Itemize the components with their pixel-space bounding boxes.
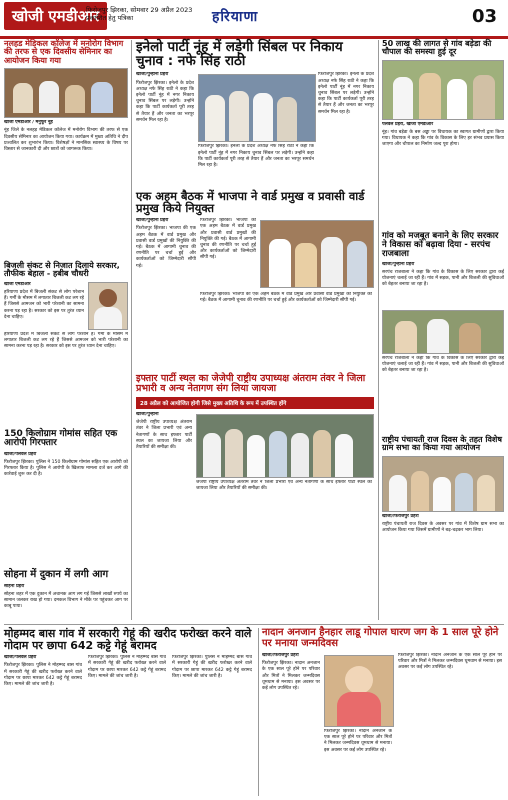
story-nadan <box>262 628 504 789</box>
date-line <box>86 6 192 22</box>
byline: खोजी/पुन्हाना प्रहरी <box>136 218 169 224</box>
page-header <box>0 0 508 39</box>
column-rule <box>131 40 132 620</box>
story-nalhar <box>4 40 128 250</box>
headline: नादान अनजान हैनहार लाडू गोपाल घारण जग के 1 साल पूरे होने पर मनाया जन्मदिवस <box>262 627 499 649</box>
sarpanch-photo <box>382 310 504 354</box>
headline: इफ्तार पार्टी स्थल का जेजेपी राष्ट्रीय उपाध्यक्ष अंतराम तंवर ने जिला प्रभारी व अन्य नेतागण संग लिया जायजा <box>136 373 366 394</box>
story-gomans <box>4 430 128 560</box>
lead-headline: इनेलो पार्टी नूंह में लड़ेगी सिंबल पर निकाय चुनाव : नफे सिंह राठी <box>136 39 343 70</box>
column-rule <box>258 628 259 796</box>
body-continued: फिरोजपुर झिरका। इनेलो के प्रदेश अध्यक्ष नफे सिंह राठी ने कहा कि इनेलो पार्टी नूंह में नगर निकाय चुनाव सिंबल पर लड़ेगी। उन्होंने कहा कि पार्टी कार्यकर्ता पूरी तरह से तैयार हैं और जनता का भरपूर समर्थन मिल रहा है। <box>198 144 314 168</box>
body-continued: फिरोजपुर झिरका। पुलिस ने मोहम्मद बास गांव में सरकारी गेहूं की खरीद फरोख्त करने वाले गोदाम पर छापा मारकर 642 कट्टे गेहूं बरामद किए। मामले की जांच जारी है। <box>88 655 166 679</box>
body-continued: फिरोजपुर झिरका। भाजपा की एक अहम बैठक में वार्ड प्रमुख और प्रवासी वार्ड प्रमुखों की नियुक्ति की गई। बैठक में आगामी चुनाव की रणनीति पर चर्चा हुई और कार्यकर्ताओं को जिम्मेदारी सौंपी गई। <box>200 292 372 304</box>
headline: 50 लाख की लागत से गांव बड़ेडा की चौपाल की समस्या हुई दूर <box>382 39 492 57</box>
body: हरियाणा प्रदेश में बिजली संकट से लोग परेशान हैं। गर्मी के मौसम में लगातार बिजली कट लग रहे हैं जिससे आमजन को भारी परेशानी का सामना करना पड़ रहा है। सरकार को इस पर तुरंत ध्यान देना चाहिए। <box>4 289 84 320</box>
date-line-2: प्रकाशित हेतु पत्रिका <box>86 14 134 22</box>
body: सोहना शहर में एक दुकान में अचानक आग लग गई जिससे लाखों रुपये का सामान जलकर राख हो गया। दमकल विभाग ने मौके पर पहुंचकर आग पर काबू पाया। <box>4 591 128 610</box>
story-bijli <box>4 262 128 390</box>
story-birth <box>382 40 504 240</box>
body-continued: फिरोजपुर झिरका। भाजपा की एक अहम बैठक में वार्ड प्रमुख और प्रवासी वार्ड प्रमुखों की नियुक्ति की गई। बैठक में आगामी चुनाव की रणनीति पर चर्चा हुई और कार्यकर्ताओं को जिम्मेदारी सौंपी गई। <box>200 218 256 261</box>
column-rule <box>378 40 379 620</box>
story-gehun <box>4 628 254 791</box>
headline: नलहड मेडिकल कॉलेज में मनोरोग विभाग की तरफ से एक दिवसीय सेमिनार का आयोजन किया गया <box>4 39 124 65</box>
byline: खोजी/पुन्हाना प्रहरी <box>136 72 169 78</box>
story-ifter <box>136 374 374 532</box>
byline: खोजी एमडीआर / मनुफूर नूंह <box>4 120 53 126</box>
story-gaon <box>382 232 504 396</box>
body: जेजेपी राष्ट्रीय उपाध्यक्ष अंतराम तंवर ने जिला प्रभारी एवं अन्य नेतागणों के साथ इफ्तार पार्टी स्थल का जायजा लिया और तैयारियों की समीक्षा की। <box>136 420 192 450</box>
byline: पलवल प्रहरी, खोजी एमडीआर <box>382 121 434 127</box>
byline: खोजी/फिरोजपुर प्रहरी <box>262 653 299 658</box>
body-continued: फिरोजपुर झिरका। नादान अनजान के एक साल पूरे होने पर परिवार और मित्रों ने मिलकर जन्मदिवस धूमधाम से मनाया। इस अवसर पर कई लोग उपस्थित रहे। <box>324 729 392 753</box>
byline: सोहना प्रहरी <box>4 583 25 589</box>
byline: खोजी/पलवल प्रहरी <box>4 451 37 457</box>
body-continued: फिरोजपुर झिरका। इनेलो के प्रदेश अध्यक्ष नफे सिंह राठी ने कहा कि इनेलो पार्टी नूंह में नगर निकाय चुनाव सिंबल पर लड़ेगी। उन्होंने कहा कि पार्टी कार्यकर्ता पूरी तरह से तैयार हैं और जनता का भरपूर समर्थन मिल रहा है। <box>318 72 374 115</box>
village-photo <box>382 60 504 120</box>
story-bjp <box>136 190 374 393</box>
person-photo <box>88 282 128 330</box>
byline: खोजी/फिरोजपुर प्रहरी <box>382 513 419 519</box>
subhead-strip: 28 अप्रैल को आयोजित होगी जिसे मुख्य अतिथि के रूप में उपस्थित होंगे <box>136 397 374 409</box>
story-panchayat <box>382 436 504 590</box>
story-sohna <box>4 570 128 632</box>
body: फिरोजपुर झिरका। नादान अनजान के एक साल पूरे होने पर परिवार और मित्रों ने मिलकर जन्मदिवस धूमधाम से मनाया। इस अवसर पर कई लोग उपस्थित रहे। <box>262 661 320 692</box>
bjp-meeting-photo <box>260 220 374 288</box>
headline: बिजली संकट से निजात दिलाये सरकार, तौफीक बेहाल - हबीब चौधरी <box>4 261 120 279</box>
body: राष्ट्रीय पंचायती राज दिवस के अवसर पर गांव में विशेष ग्राम सभा का आयोजन किया गया जिसमें ग्रामीणों ने बढ़-चढ़कर भाग लिया। <box>382 521 504 534</box>
byline: खोजी एमडीआर <box>4 281 31 287</box>
byline: खोजी/पुन्हाना प्रहरी <box>382 261 415 267</box>
paper-name: खोजी एमडीआर <box>4 2 107 30</box>
body: सरपंच राजबाला ने कहा कि गांव के विकास के लिए सरकार द्वारा कई योजनाएं चलाई जा रही हैं। गांव में सड़क, पानी और बिजली की सुविधाओं को बेहतर बनाया जा रहा है। <box>382 269 504 288</box>
story-congress <box>136 39 374 216</box>
body-continued: फिरोजपुर झिरका। पुलिस ने मोहम्मद बास गांव में सरकारी गेहूं की खरीद फरोख्त करने वाले गोदाम पर छापा मारकर 642 कट्टे गेहूं बरामद किए। मामले की जांच जारी है। <box>172 655 252 679</box>
body: फिरोजपुर झिरका। भाजपा की एक अहम बैठक में वार्ड प्रमुख और प्रवासी वार्ड प्रमुखों की नियुक्ति की गई। बैठक में आगामी चुनाव की रणनीति पर चर्चा हुई और कार्यकर्ताओं को जिम्मेदारी सौंपी गई। <box>136 226 196 269</box>
meeting-photo <box>198 74 316 142</box>
section-title: हरियाणा <box>212 9 259 25</box>
body: नूंह जिले के नलहड़ मेडिकल कॉलेज में मनोरोग विभाग की तरफ से एक दिवसीय सेमिनार का आयोजन किया गया। कार्यक्रम में मुख्य अतिथि ने दीप प्रज्वलित कर शुभारंभ किया। विशेषज्ञों ने मानसिक स्वास्थ्य के विषय पर विस्तार से जानकारी दी और छात्रों को जागरूक किया। <box>4 128 128 152</box>
event-photo <box>4 68 128 118</box>
byline: खोजी/पुन्हाना <box>136 411 159 417</box>
body: फिरोजपुर झिरका। पुलिस ने मोहम्मद बास गांव में सरकारी गेहूं की खरीद फरोख्त करने वाले गोदाम पर छापा मारकर 642 कट्टे गेहूं बरामद किए। मामले की जांच जारी है। <box>4 663 82 687</box>
byline: खोजी/पलवल प्रहरी <box>4 655 37 661</box>
headline: 150 किलोग्राम गोमांस सहित एक आरोपी गिरफ्तार <box>4 429 118 449</box>
ifter-photo <box>196 414 374 478</box>
body: फिरोजपुर झिरका। इनेलो के प्रदेश अध्यक्ष नफे सिंह राठी ने कहा कि इनेलो पार्टी नूंह में नगर निकाय चुनाव सिंबल पर लड़ेगी। उन्होंने कहा कि पार्टी कार्यकर्ता पूरी तरह से तैयार हैं और जनता का भरपूर समर्थन मिल रहा है। <box>136 80 194 123</box>
headline: राष्ट्रीय पंचायती राज दिवस के तहत विशेष ग्राम सभा का किया गया आयोजन <box>382 435 502 453</box>
row-rule <box>4 624 504 625</box>
page-number: 03 <box>472 6 498 27</box>
headline: एक अहम बैठक में भाजपा ने वार्ड प्रमुख व प्रवासी वार्ड प्रमुख किये नियुक्त <box>136 189 365 216</box>
body: नूंह। गांव बड़ेडा के बस अड्डा पर विधायक का स्वागत ग्रामीणों द्वारा किया गया। विधायक ने कहा कि गांव के विकास के लिए हर संभव प्रयास किया जाएगा और चौपाल का निर्माण जल्द पूरा होगा। <box>382 129 504 148</box>
body-continued: सरपंच राजबाला ने कहा कि गांव के विकास के लिए सरकार द्वारा कई योजनाएं चलाई जा रही हैं। गांव में सड़क, पानी और बिजली की सुविधाओं को बेहतर बनाया जा रहा है। <box>382 355 504 374</box>
headline: मोहम्मद बास गांव में सरकारी गेहूं की खरीद फरोख्त करने वाले गोदाम पर छापा 642 कट्टे गेहूं बरामद <box>4 627 252 652</box>
headline: सोहना में दुकान में लगी आग <box>4 569 109 580</box>
body: फिरोजपुर झिरका। पुलिस ने 150 किलोग्राम गोमांस सहित एक आरोपी को गिरफ्तार किया है। पुलिस ने आरोपी के खिलाफ मामला दर्ज कर आगे की कार्रवाई शुरू कर दी है। <box>4 460 128 478</box>
baby-photo <box>324 655 394 727</box>
headline: गांव को मजबूत बनाने के लिए सरकार ने विकास को बढ़ावा दिया - सरपंच राजबाला <box>382 231 499 259</box>
body-continued: जेजेपी राष्ट्रीय उपाध्यक्ष अंतराम तंवर ने जिला प्रभारी एवं अन्य नेतागणों के साथ इफ्तार पार्टी स्थल का जायजा लिया और तैयारियों की समीक्षा की। <box>196 479 372 492</box>
body-continued: हरियाणा प्रदेश में बिजली संकट से लोग परेशान हैं। गर्मी के मौसम में लगातार बिजली कट लग रहे हैं जिससे आमजन को भारी परेशानी का सामना करना पड़ रहा है। सरकार को इस पर तुरंत ध्यान देना चाहिए। <box>4 331 128 350</box>
date-line-1: फिरोजपुर झिरका, सोमवार 29 अप्रैल 2023 <box>86 6 193 14</box>
body-continued: फिरोजपुर झिरका। नादान अनजान के एक साल पूरे होने पर परिवार और मित्रों ने मिलकर जन्मदिवस धूमधाम से मनाया। इस अवसर पर कई लोग उपस्थित रहे। <box>398 653 502 671</box>
gram-sabha-photo <box>382 456 504 512</box>
